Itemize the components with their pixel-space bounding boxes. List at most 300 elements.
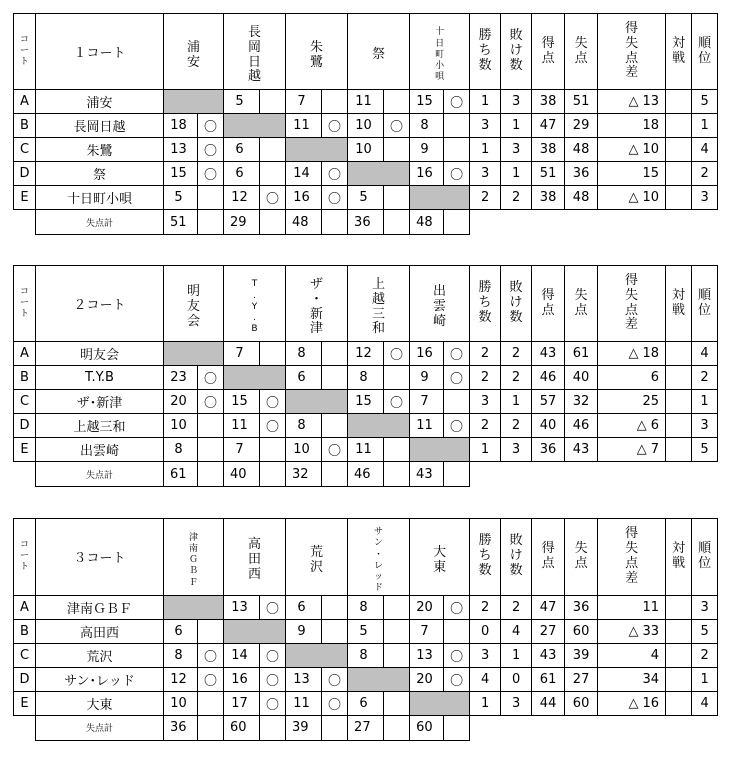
rank-cell: 3 (692, 414, 718, 438)
score-cell: 7 (224, 342, 260, 366)
score-cell: 16 (224, 667, 260, 691)
team-name: 長岡日越 (36, 114, 164, 138)
blank-cell (598, 715, 666, 740)
diff-cell (598, 366, 666, 390)
total-spacer (198, 462, 224, 487)
opponent-header (410, 14, 470, 90)
corner-label (14, 14, 36, 90)
win-mark (322, 414, 348, 438)
rank-cell: 4 (692, 138, 718, 162)
points-against-cell: 27 (565, 667, 598, 691)
diff-value: 18 (642, 346, 660, 361)
h2h-cell (666, 643, 692, 667)
losses-header (501, 14, 532, 90)
score-cell: 10 (164, 414, 198, 438)
diff-cell (598, 619, 666, 643)
team-row (14, 691, 718, 715)
vertical-text: 順 位 (698, 35, 712, 66)
win-mark (322, 342, 348, 366)
total-spacer (444, 210, 470, 235)
score-cell: 5 (348, 619, 384, 643)
total-cell: 51 (164, 210, 198, 235)
vertical-text: 得 失 点 差 (625, 20, 639, 81)
vertical-text: T . Y . B (251, 279, 258, 335)
win-mark: 〇 (260, 414, 286, 438)
win-mark (384, 619, 410, 643)
vertical-text: 祭 (372, 47, 386, 63)
vertical-text: 勝 ち 数 (478, 280, 492, 325)
total-cell: 60 (410, 715, 444, 740)
win-mark (444, 390, 470, 414)
diff-cell (598, 414, 666, 438)
points-against-cell: 39 (565, 643, 598, 667)
score-cell: 13 (410, 643, 444, 667)
diff-header (598, 519, 666, 596)
vertical-text: 荒 沢 (310, 544, 324, 575)
win-mark: 〇 (444, 595, 470, 619)
win-mark (384, 438, 410, 462)
opponent-header (410, 519, 470, 596)
minus-triangle: △ (628, 190, 639, 205)
vertical-text: 出 雲 崎 (433, 284, 447, 329)
score-cell: 5 (348, 186, 384, 210)
win-mark (198, 414, 224, 438)
rank-cell: 1 (692, 114, 718, 138)
total-spacer (260, 462, 286, 487)
win-mark: 〇 (322, 186, 348, 210)
h2h-cell (666, 438, 692, 462)
score-cell: 8 (410, 114, 444, 138)
row-code: E (14, 438, 36, 462)
win-mark (322, 595, 348, 619)
total-spacer (322, 715, 348, 740)
points-against-header (565, 266, 598, 342)
totals-row (14, 715, 718, 740)
blank-cell (666, 462, 692, 487)
losses-cell: 1 (501, 643, 532, 667)
win-mark: 〇 (260, 691, 286, 715)
win-mark: 〇 (444, 643, 470, 667)
row-code: E (14, 186, 36, 210)
team-row (14, 138, 718, 162)
win-mark (260, 90, 286, 114)
score-cell: 10 (348, 114, 384, 138)
points-against-cell: 60 (565, 691, 598, 715)
score-cell: 11 (286, 114, 322, 138)
h2h-cell (666, 390, 692, 414)
corner-label (14, 266, 36, 342)
team-row (14, 90, 718, 114)
score-cell: 15 (348, 390, 384, 414)
win-mark: 〇 (444, 162, 470, 186)
win-mark (444, 138, 470, 162)
total-cell: 32 (286, 462, 322, 487)
blank-cell (565, 210, 598, 235)
total-spacer (260, 210, 286, 235)
vertical-text: 対 戦 (672, 540, 686, 571)
team-row (14, 186, 718, 210)
points-for-cell: 44 (532, 691, 565, 715)
blank-cell (598, 210, 666, 235)
win-mark: 〇 (384, 390, 410, 414)
diff-cell (598, 186, 666, 210)
vertical-text: 失 点 (574, 35, 588, 66)
score-cell: 13 (224, 595, 260, 619)
vertical-text: コ ー ト (19, 286, 29, 320)
points-against-header (565, 519, 598, 596)
points-for-cell: 51 (532, 162, 565, 186)
diff-cell (598, 90, 666, 114)
totals-label: 失点計 (36, 210, 164, 235)
opponent-header (164, 519, 224, 596)
diff-cell (598, 342, 666, 366)
minus-triangle: △ (636, 418, 647, 433)
opponent-header (224, 266, 286, 342)
points-against-cell: 36 (565, 162, 598, 186)
h2h-cell (666, 138, 692, 162)
points-for-cell: 27 (532, 619, 565, 643)
points-against-cell: 43 (565, 438, 598, 462)
blank-cell (470, 715, 501, 740)
win-mark (384, 186, 410, 210)
diff-cell (598, 643, 666, 667)
losses-cell: 3 (501, 138, 532, 162)
blank-cell (501, 715, 532, 740)
score-cell: 6 (224, 138, 260, 162)
points-for-cell: 43 (532, 342, 565, 366)
vertical-text: 十 日 町 小 唄 (435, 27, 445, 83)
diff-value: 6 (650, 370, 660, 385)
score-cell: 8 (348, 643, 384, 667)
totals-row (14, 210, 718, 235)
vertical-text: 上 越 三 和 (372, 276, 386, 337)
team-name: 明友会 (36, 342, 164, 366)
win-mark: 〇 (198, 366, 224, 390)
team-name: 大東 (36, 691, 164, 715)
vertical-text: コ ー ト (19, 34, 29, 68)
diff-value: 33 (642, 623, 660, 639)
win-mark: 〇 (198, 114, 224, 138)
diff-cell (598, 162, 666, 186)
score-cell: 10 (348, 138, 384, 162)
vertical-text: 失 点 (574, 287, 588, 318)
win-mark: 〇 (198, 138, 224, 162)
vertical-text: 対 戦 (672, 287, 686, 318)
points-for-cell: 36 (532, 438, 565, 462)
opponent-header (348, 519, 410, 596)
win-mark: 〇 (260, 595, 286, 619)
team-name: 祭 (36, 162, 164, 186)
totals-label: 失点計 (36, 715, 164, 740)
diff-cell (598, 390, 666, 414)
score-cell: 6 (286, 595, 322, 619)
wins-cell: 2 (470, 186, 501, 210)
blank-cell (532, 462, 565, 487)
opponent-header (348, 266, 410, 342)
rank-header (692, 519, 718, 596)
losses-cell: 2 (501, 342, 532, 366)
points-against-cell: 40 (565, 366, 598, 390)
win-mark (260, 162, 286, 186)
self-match-cell (164, 595, 224, 619)
score-cell: 8 (286, 342, 322, 366)
self-match-cell (164, 90, 224, 114)
win-mark (384, 138, 410, 162)
row-code: D (14, 162, 36, 186)
win-mark (260, 438, 286, 462)
win-mark (384, 691, 410, 715)
score-cell: 8 (164, 438, 198, 462)
points-for-cell: 46 (532, 366, 565, 390)
score-cell: 8 (348, 595, 384, 619)
win-mark (322, 619, 348, 643)
row-code: A (14, 595, 36, 619)
losses-cell: 3 (501, 438, 532, 462)
vertical-text: 順 位 (698, 287, 712, 318)
score-cell: 13 (286, 667, 322, 691)
opponent-header (286, 266, 348, 342)
total-cell: 39 (286, 715, 322, 740)
vertical-text: 勝 ち 数 (478, 28, 492, 73)
team-row (14, 162, 718, 186)
win-mark (322, 366, 348, 390)
score-cell: 11 (224, 414, 260, 438)
vertical-text: サ ン ・ レ ッ ド (374, 527, 384, 594)
wins-cell: 4 (470, 667, 501, 691)
vertical-text: 得 点 (541, 35, 555, 66)
score-cell: 7 (224, 438, 260, 462)
diff-header (598, 266, 666, 342)
row-code: D (14, 414, 36, 438)
score-cell: 16 (410, 162, 444, 186)
minus-triangle: △ (628, 623, 639, 639)
vertical-text: 得 点 (541, 540, 555, 571)
minus-triangle: △ (628, 94, 639, 109)
self-match-cell (410, 691, 470, 715)
score-cell: 14 (224, 643, 260, 667)
total-cell: 61 (164, 462, 198, 487)
team-row (14, 342, 718, 366)
score-cell: 5 (164, 186, 198, 210)
win-mark: 〇 (444, 342, 470, 366)
diff-value: 16 (642, 695, 660, 711)
blank-cell (692, 462, 718, 487)
win-mark: 〇 (384, 342, 410, 366)
score-cell: 20 (410, 667, 444, 691)
h2h-header (666, 14, 692, 90)
points-against-cell: 46 (565, 414, 598, 438)
losses-header (501, 519, 532, 596)
score-cell: 15 (164, 162, 198, 186)
h2h-cell (666, 366, 692, 390)
wins-cell: 2 (470, 366, 501, 390)
losses-cell: 1 (501, 114, 532, 138)
rank-cell: 5 (692, 90, 718, 114)
rank-header (692, 14, 718, 90)
h2h-cell (666, 667, 692, 691)
total-spacer (322, 462, 348, 487)
court-title: ３コート (36, 519, 164, 596)
score-cell: 9 (410, 138, 444, 162)
total-cell: 48 (286, 210, 322, 235)
score-cell: 11 (348, 438, 384, 462)
total-spacer (444, 462, 470, 487)
points-for-cell: 47 (532, 595, 565, 619)
row-code: C (14, 643, 36, 667)
wins-cell: 3 (470, 162, 501, 186)
win-mark: 〇 (198, 643, 224, 667)
win-mark: 〇 (322, 114, 348, 138)
blank-cell (501, 462, 532, 487)
row-code: A (14, 90, 36, 114)
vertical-text: 得 点 (541, 287, 555, 318)
row-code: C (14, 138, 36, 162)
total-spacer (198, 715, 224, 740)
blank-cell (470, 210, 501, 235)
score-cell: 7 (286, 90, 322, 114)
rank-cell: 3 (692, 595, 718, 619)
win-mark: 〇 (198, 667, 224, 691)
team-name: 浦安 (36, 90, 164, 114)
total-cell: 60 (224, 715, 260, 740)
total-spacer (322, 210, 348, 235)
diff-value: 6 (650, 418, 660, 433)
score-cell: 16 (410, 342, 444, 366)
points-against-cell: 61 (565, 342, 598, 366)
team-name: 朱鷺 (36, 138, 164, 162)
points-for-cell: 38 (532, 138, 565, 162)
row-code: B (14, 366, 36, 390)
self-match-cell (348, 414, 410, 438)
opponent-header (286, 14, 348, 90)
header-row (14, 266, 718, 342)
losses-cell: 3 (501, 691, 532, 715)
score-cell: 20 (164, 390, 198, 414)
score-cell: 8 (164, 643, 198, 667)
vertical-text: 高 田 西 (248, 537, 262, 583)
diff-value: 10 (642, 190, 660, 205)
points-against-header (565, 14, 598, 90)
rank-cell: 5 (692, 619, 718, 643)
vertical-text: 得 失 点 差 (625, 525, 639, 586)
wins-header (470, 519, 501, 596)
wins-header (470, 266, 501, 342)
self-match-cell (224, 619, 286, 643)
points-against-cell: 51 (565, 90, 598, 114)
score-cell: 13 (164, 138, 198, 162)
win-mark (198, 691, 224, 715)
total-cell: 36 (164, 715, 198, 740)
h2h-cell (666, 342, 692, 366)
rank-header (692, 266, 718, 342)
blank-cell (692, 210, 718, 235)
diff-cell (598, 691, 666, 715)
team-name: 高田西 (36, 619, 164, 643)
vertical-text: 大 東 (433, 544, 447, 575)
court-table (13, 265, 718, 487)
total-cell: 40 (224, 462, 260, 487)
score-cell: 15 (224, 390, 260, 414)
wins-cell: 1 (470, 691, 501, 715)
minus-triangle: △ (636, 442, 647, 457)
score-cell: 12 (224, 186, 260, 210)
wins-cell: 1 (470, 438, 501, 462)
score-cell: 11 (286, 691, 322, 715)
total-cell: 43 (410, 462, 444, 487)
rank-cell: 1 (692, 390, 718, 414)
team-row (14, 114, 718, 138)
blank-cell (666, 715, 692, 740)
points-against-cell: 48 (565, 186, 598, 210)
diff-cell (598, 667, 666, 691)
vertical-text: コ ー ト (19, 539, 29, 573)
rank-cell: 1 (692, 667, 718, 691)
win-mark (384, 595, 410, 619)
total-cell: 46 (348, 462, 384, 487)
minus-triangle: △ (628, 142, 639, 157)
points-for-cell: 38 (532, 90, 565, 114)
wins-cell: 1 (470, 90, 501, 114)
diff-value: 10 (642, 142, 660, 157)
h2h-cell (666, 691, 692, 715)
court-table (13, 518, 718, 741)
rank-cell: 2 (692, 366, 718, 390)
win-mark: 〇 (260, 390, 286, 414)
vertical-text: 朱 鷺 (310, 39, 324, 70)
diff-cell (598, 114, 666, 138)
score-cell: 7 (410, 390, 444, 414)
vertical-text: 勝 ち 数 (478, 533, 492, 579)
minus-triangle: △ (628, 346, 639, 361)
points-against-cell: 48 (565, 138, 598, 162)
opponent-header (410, 266, 470, 342)
score-cell: 18 (164, 114, 198, 138)
win-mark: 〇 (322, 667, 348, 691)
opponent-header (348, 14, 410, 90)
opponent-header (224, 14, 286, 90)
score-cell: 17 (224, 691, 260, 715)
self-match-cell (286, 138, 348, 162)
vertical-text: 敗 け 数 (509, 28, 523, 73)
score-cell: 16 (286, 186, 322, 210)
wins-cell: 2 (470, 342, 501, 366)
total-cell: 48 (410, 210, 444, 235)
h2h-header (666, 266, 692, 342)
score-cell: 12 (164, 667, 198, 691)
h2h-cell (666, 414, 692, 438)
points-for-cell: 40 (532, 414, 565, 438)
vertical-text: 明 友 会 (187, 284, 201, 329)
total-cell: 27 (348, 715, 384, 740)
rank-cell: 4 (692, 691, 718, 715)
total-spacer (260, 715, 286, 740)
win-mark (260, 138, 286, 162)
total-spacer (384, 210, 410, 235)
self-match-cell (286, 643, 348, 667)
court-table (13, 13, 718, 235)
blank-cell (470, 462, 501, 487)
opponent-header (164, 14, 224, 90)
vertical-text: 津 南 Ｇ Ｂ Ｆ (189, 532, 199, 588)
score-cell: 6 (348, 691, 384, 715)
vertical-text: 浦 安 (187, 39, 201, 70)
win-mark: 〇 (198, 162, 224, 186)
vertical-text: 失 点 (574, 540, 588, 571)
h2h-cell (666, 619, 692, 643)
win-mark: 〇 (260, 667, 286, 691)
total-spacer (384, 715, 410, 740)
team-name: 上越三和 (36, 414, 164, 438)
